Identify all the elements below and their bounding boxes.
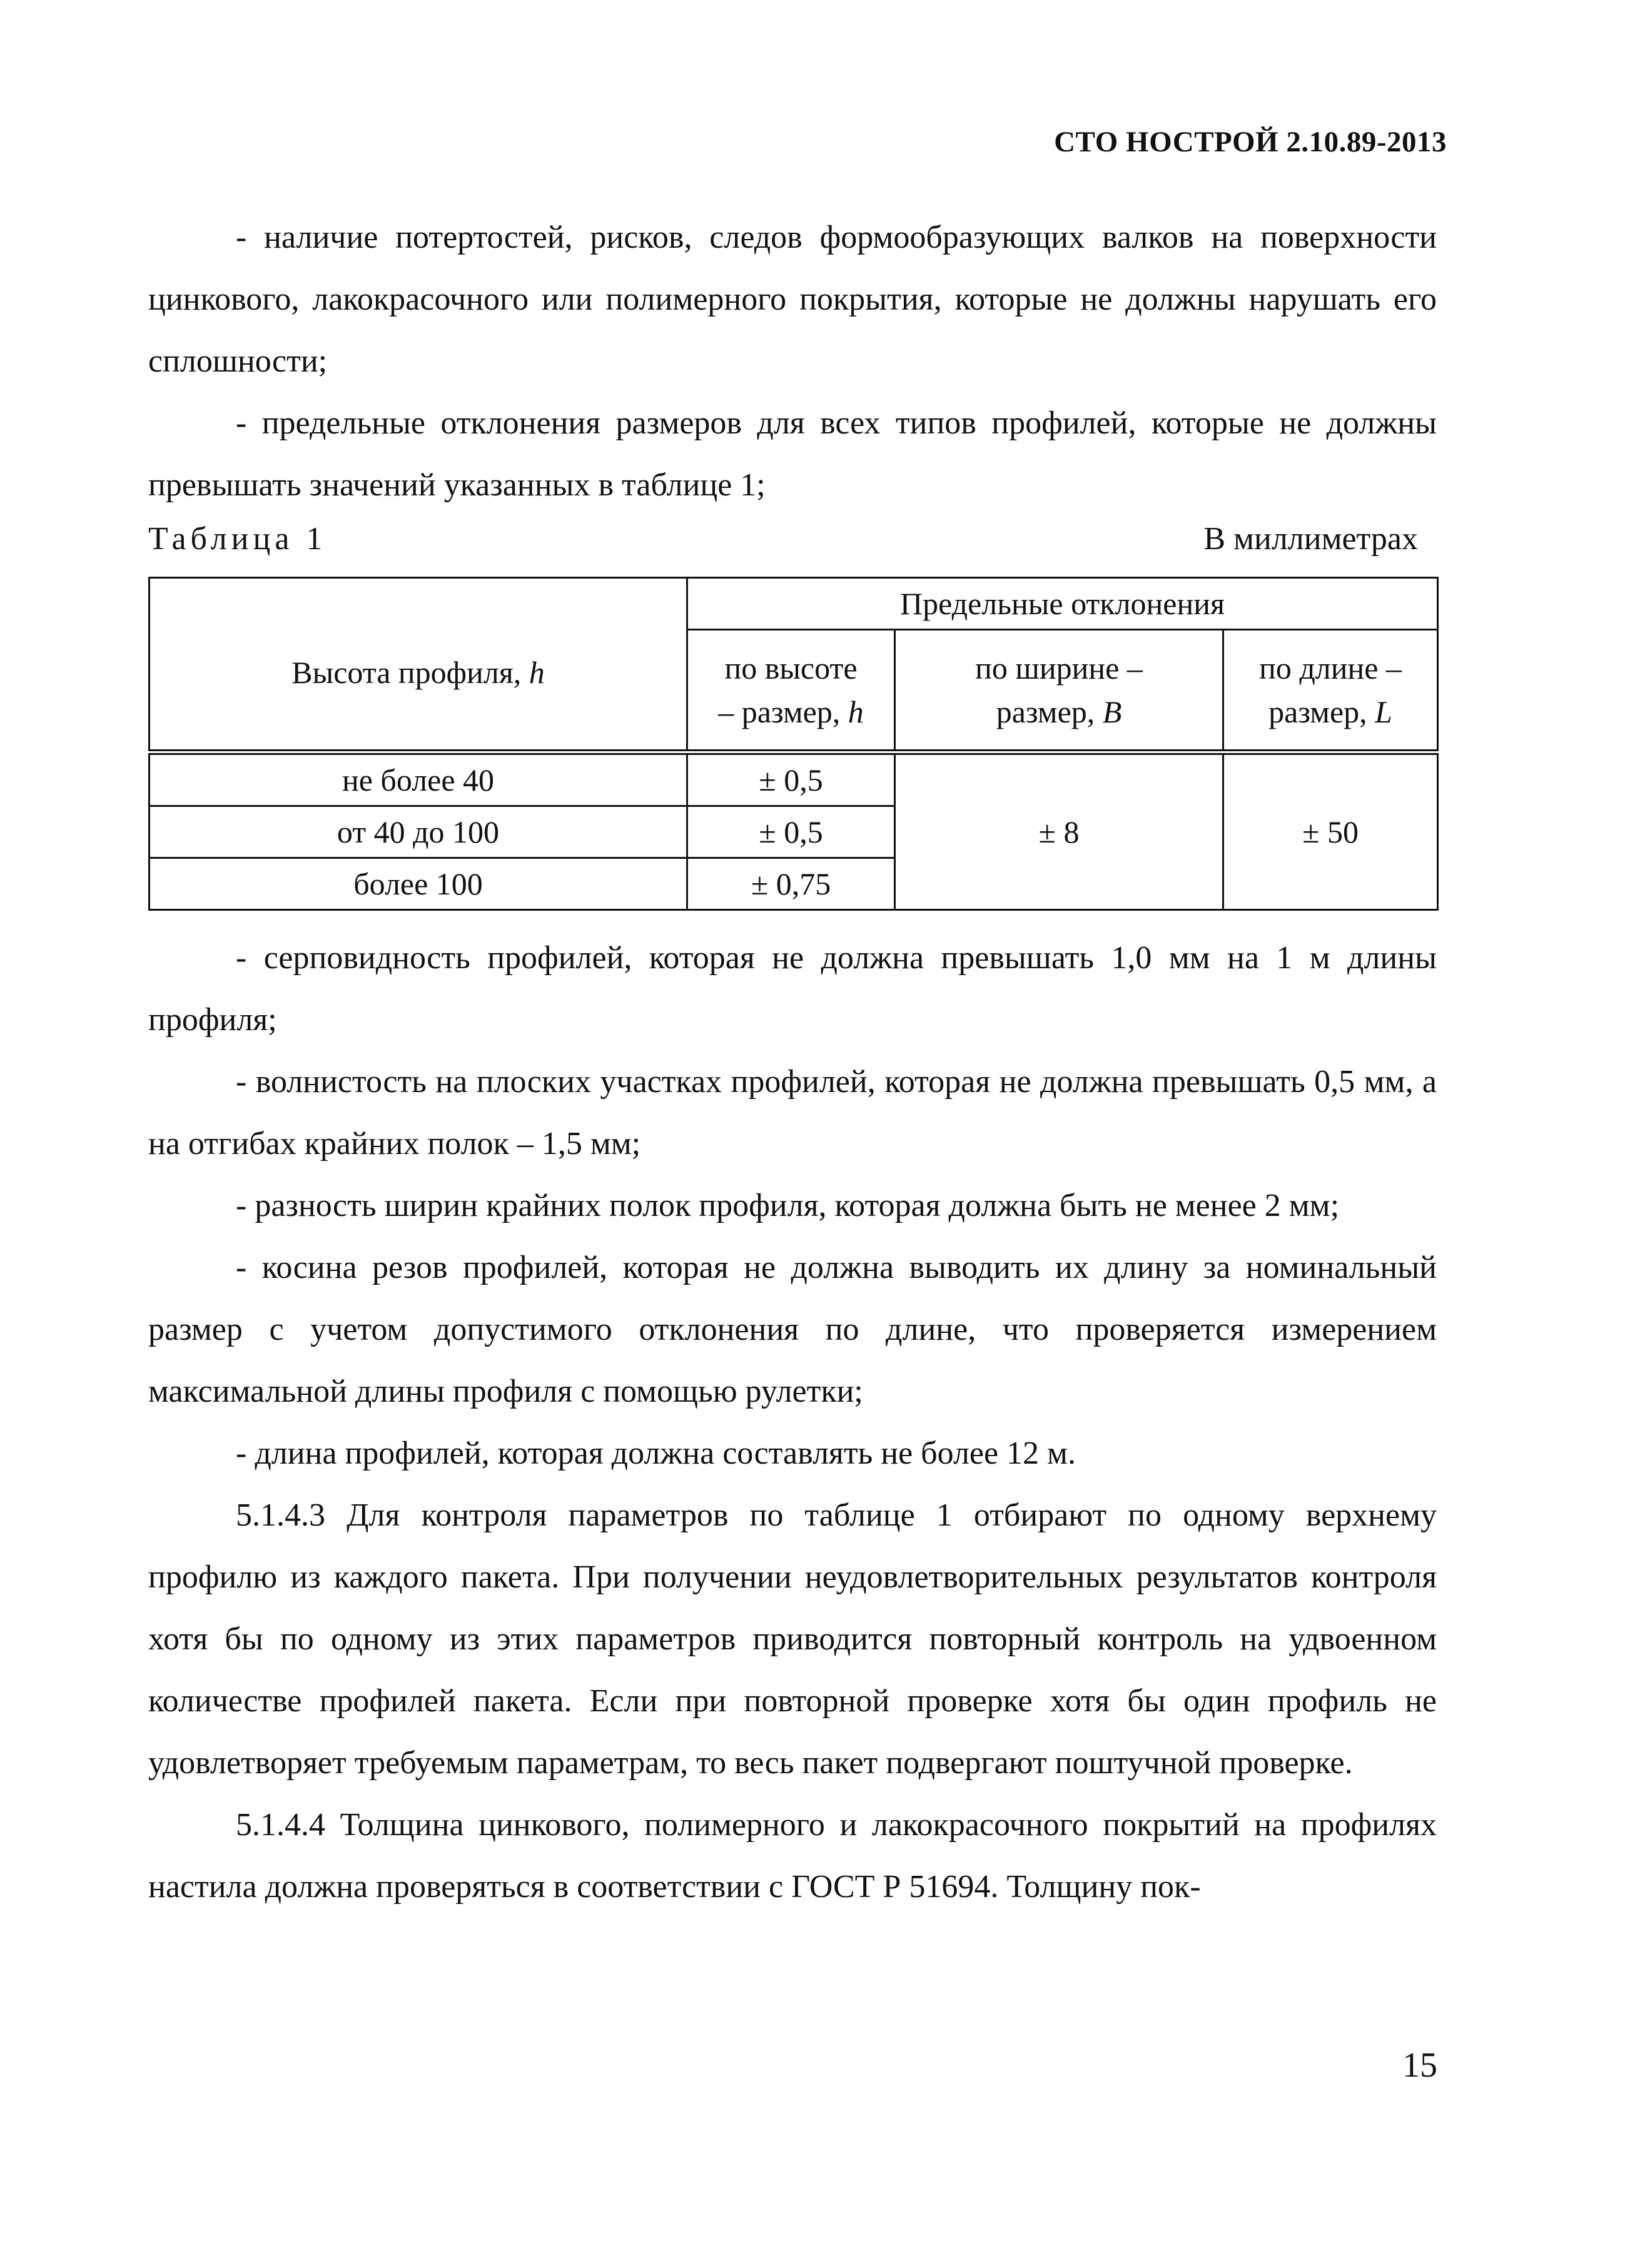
page-number: 15 [1402, 2046, 1437, 2085]
table-caption: Таблица 1 [148, 521, 327, 557]
header-limit-deviations: Предельные отклонения [687, 578, 1438, 630]
header-profile-height: Высота профиля, h [149, 578, 687, 752]
cell-dev-height: ± 0,75 [687, 858, 895, 910]
text-block-bottom [148, 927, 1437, 1918]
header-by-width: по ширине – размер, B [895, 630, 1223, 752]
paragraph-flange-width: - разность ширин крайних полок профиля, которая должна быть не менее 2 мм; [236, 1188, 1340, 1223]
table-units: В миллиметрах [1203, 521, 1418, 557]
cell-height: более 100 [149, 858, 687, 910]
paragraph-surface-defects: - наличие потертостей, рисков, следов формообразующих валков на поверхности цинкового, лакокрасочного или полимерного покрытия, которые не должны нарушать его сплошности; [148, 220, 1437, 379]
variable-symbol: h [848, 694, 864, 729]
paragraph-camber: - серповидность профилей, которая не должна превышать 1,0 мм на 1 м длины профиля; [148, 940, 1437, 1038]
cell-dev-height: ± 0,5 [687, 752, 895, 806]
paragraph-5-1-4-4: 5.1.4.4 Толщина цинкового, полимерного и лакокрасочного покрытий на профилях настила должна проверяться в соответствии с ГОСТ Р 51694. Толщину пок- [148, 1807, 1437, 1905]
table-header-row [149, 578, 1438, 630]
paragraph-size-deviations: - предельные отклонения размеров для всех типов профилей, которые не должны превышать значений указанных в таблице 1; [148, 405, 1437, 503]
variable-symbol: h [529, 655, 545, 690]
cell-dev-width: ± 8 [895, 752, 1223, 910]
cell-height: от 40 до 100 [149, 806, 687, 858]
paragraph-5-1-4-3: 5.1.4.3 Для контроля параметров по таблице 1 отбирают по одному верхнему профилю из каждого пакета. При получении неудовлетворительных результатов контроля хотя бы по одному из этих параметров приводится повторный контроль на удвоенном количестве профилей пакета. Если при повторной проверке хотя бы один профиль не удовлетворяет требуемым параметрам, то весь пакет подвергают поштучной проверке. [148, 1497, 1437, 1781]
deviations-table [148, 577, 1439, 911]
document-code-header: СТО НОСТРОЙ 2.10.89-2013 [1054, 126, 1447, 158]
table-row [149, 752, 1438, 806]
cell-dev-length: ± 50 [1223, 752, 1438, 910]
paragraph-length: - длина профилей, которая должна составлять не более 12 м. [236, 1435, 1076, 1471]
paragraph-waviness: - волнистость на плоских участках профилей, которая не должна превышать 0,5 мм, а на отгибах крайних полок – 1,5 мм; [148, 1064, 1437, 1162]
cell-height: не более 40 [149, 752, 687, 806]
table-caption-row [148, 520, 1418, 562]
variable-symbol: L [1375, 694, 1392, 729]
text-block-top [148, 206, 1437, 516]
header-by-height: по высоте – размер, h [687, 630, 895, 752]
cell-dev-height: ± 0,5 [687, 806, 895, 858]
header-by-length: по длине – размер, L [1223, 630, 1438, 752]
variable-symbol: B [1102, 694, 1122, 729]
paragraph-cut-skew: - косина резов профилей, которая не должна выводить их длину за номинальный размер с учетом допустимого отклонения по длине, что проверяется измерением максимальной длины профиля с помощью рулетки; [148, 1250, 1437, 1409]
